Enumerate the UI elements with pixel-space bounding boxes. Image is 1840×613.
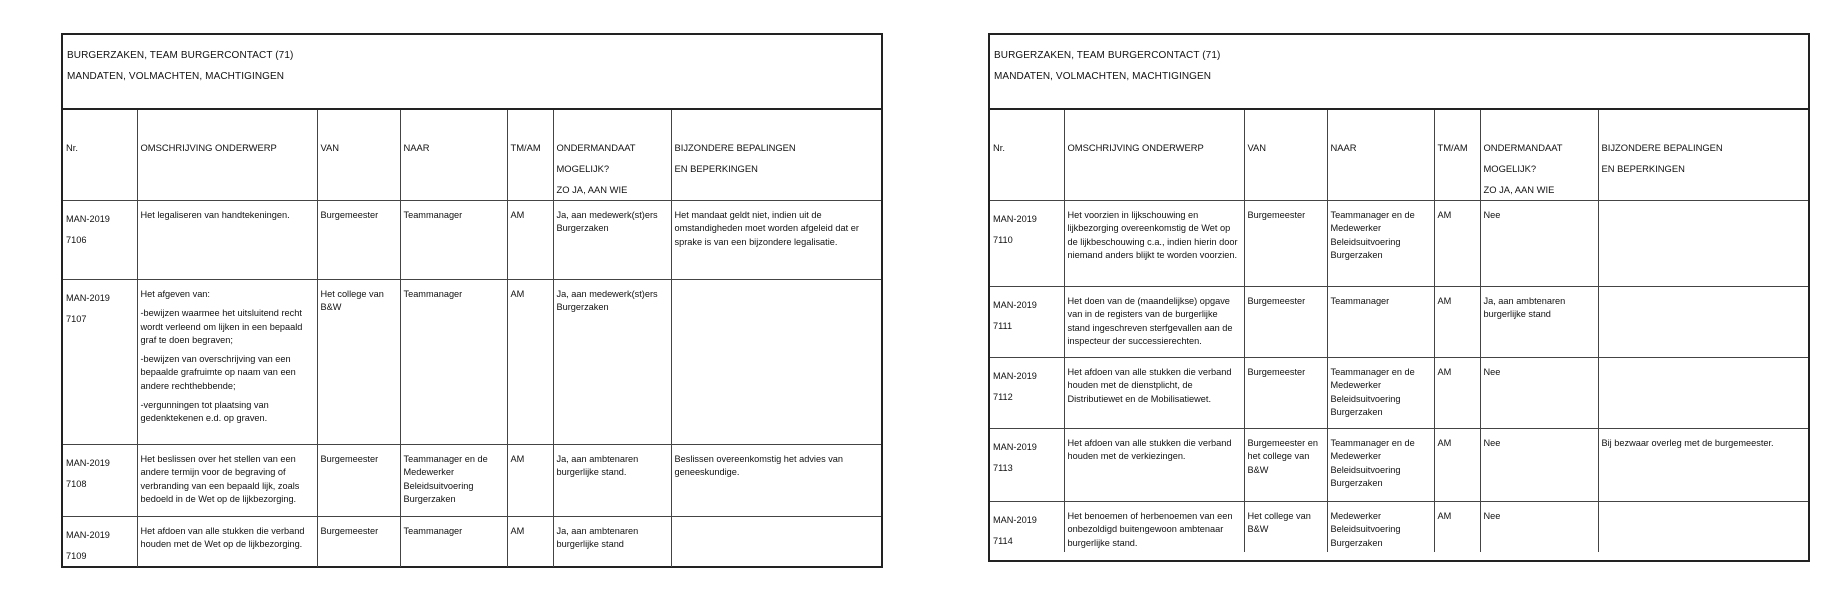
to-cell: Teammanager en de Medewerker Beleidsuitvoering Burgerzaken	[1327, 201, 1434, 287]
table-row	[990, 429, 1808, 502]
table-row	[990, 201, 1808, 287]
from-cell: Het college van B&W	[317, 280, 400, 445]
table-row	[990, 287, 1808, 358]
to-cell: Medewerker Beleidsuitvoering Burgerzaken	[1327, 502, 1434, 553]
from-cell: Burgemeester	[1244, 287, 1327, 358]
mandate-table	[63, 110, 881, 567]
to-cell: Teammanager en de Medewerker Beleidsuitvoering Burgerzaken	[400, 445, 507, 517]
to-cell: Teammanager	[400, 280, 507, 445]
provisions-cell	[671, 517, 881, 568]
column-header-naar: NAAR	[400, 110, 507, 201]
document-page-right	[988, 33, 1810, 562]
mandate-number: MAN-2019 7106	[63, 201, 137, 280]
page-header	[63, 35, 881, 110]
table-row	[990, 502, 1808, 553]
submandate-cell: Nee	[1480, 502, 1598, 553]
submandate-cell: Ja, aan ambtenaren burgerlijke stand	[1480, 287, 1598, 358]
submandate-cell: Nee	[1480, 429, 1598, 502]
mandate-number: MAN-2019 7112	[990, 358, 1064, 429]
tmam-cell: AM	[1434, 502, 1480, 553]
from-cell: Burgemeester en het college van B&W	[1244, 429, 1327, 502]
column-header-ondermandaat: ONDERMANDAAT MOGELIJK? ZO JA, AAN WIE	[553, 110, 671, 201]
provisions-cell: Het mandaat geldt niet, indien uit de omstandigheden moet worden afgeleid dat er sprake is van een bijzondere legalisatie.	[671, 201, 881, 280]
tmam-cell: AM	[507, 445, 553, 517]
subject-cell: Het benoemen of herbenoemen van een onbezoldigd buitengewoon ambtenaar burgerlijke stand.	[1064, 502, 1244, 553]
mandate-number: MAN-2019 7107	[63, 280, 137, 445]
tmam-cell: AM	[1434, 287, 1480, 358]
table-header-row	[63, 110, 881, 201]
to-cell: Teammanager en de Medewerker Beleidsuitvoering Burgerzaken	[1327, 358, 1434, 429]
column-header-nr: Nr.	[990, 110, 1064, 201]
to-cell: Teammanager	[1327, 287, 1434, 358]
subject-cell: Het doen van de (maandelijkse) opgave van in de registers van de burgerlijke stand ingeschreven sterfgevallen aan de inspecteur der successierechten.	[1064, 287, 1244, 358]
department-title: BURGERZAKEN, TEAM BURGERCONTACT (71)	[994, 50, 1221, 61]
to-cell: Teammanager	[400, 517, 507, 568]
provisions-cell	[671, 280, 881, 445]
department-title: BURGERZAKEN, TEAM BURGERCONTACT (71)	[67, 50, 294, 61]
provisions-cell	[1598, 287, 1808, 358]
to-cell: Teammanager	[400, 201, 507, 280]
column-header-bijzondere: BIJZONDERE BEPALINGEN EN BEPERKINGEN	[671, 110, 881, 201]
provisions-cell: Bij bezwaar overleg met de burgemeester.	[1598, 429, 1808, 502]
mandate-number: MAN-2019 7109	[63, 517, 137, 568]
from-cell: Burgemeester	[1244, 358, 1327, 429]
subject-cell: Het voorzien in lijkschouwing en lijkbezorging overeenkomstig de Wet op de lijkbeschouwing c.a., indien hierin door niemand anders blijkt te worden voorzien.	[1064, 201, 1244, 287]
table-row	[63, 517, 881, 568]
tmam-cell: AM	[1434, 201, 1480, 287]
provisions-cell	[1598, 201, 1808, 287]
mandate-number: MAN-2019 7114	[990, 502, 1064, 553]
column-header-tmam: TM/AM	[507, 110, 553, 201]
subject-cell: Het afdoen van alle stukken die verband houden met de dienstplicht, de Distributiewet en de Mobilisatiewet.	[1064, 358, 1244, 429]
submandate-cell: Ja, aan ambtenaren burgerlijke stand.	[553, 445, 671, 517]
tmam-cell: AM	[507, 201, 553, 280]
from-cell: Burgemeester	[317, 201, 400, 280]
subject-cell: Het afdoen van alle stukken die verband houden met de Wet op de lijkbezorging.	[137, 517, 317, 568]
table-row	[63, 445, 881, 517]
from-cell: Het college van B&W	[1244, 502, 1327, 553]
tmam-cell: AM	[1434, 429, 1480, 502]
page-header	[990, 35, 1808, 110]
from-cell: Burgemeester	[317, 445, 400, 517]
table-row	[63, 201, 881, 280]
subject-cell: Het afdoen van alle stukken die verband houden met de verkiezingen.	[1064, 429, 1244, 502]
column-header-ondermandaat: ONDERMANDAAT MOGELIJK? ZO JA, AAN WIE	[1480, 110, 1598, 201]
column-header-van: VAN	[1244, 110, 1327, 201]
column-header-van: VAN	[317, 110, 400, 201]
submandate-cell: Ja, aan medewerk(st)ers Burgerzaken	[553, 280, 671, 445]
tmam-cell: AM	[1434, 358, 1480, 429]
submandate-cell: Ja, aan medewerk(st)ers Burgerzaken	[553, 201, 671, 280]
tmam-cell: AM	[507, 280, 553, 445]
column-header-tmam: TM/AM	[1434, 110, 1480, 201]
from-cell: Burgemeester	[317, 517, 400, 568]
subject-cell: Het afgeven van: -bewijzen waarmee het uitsluitend recht wordt verleend om lijken in een bepaald graf te doen begraven; -bewijzen van overschrijving van een bepaalde grafruimte op naam van een andere rechthebbende; -vergunningen tot plaatsing van gedenktekenen e.d. op graven.	[137, 280, 317, 445]
mandate-number: MAN-2019 7110	[990, 201, 1064, 287]
tmam-cell: AM	[507, 517, 553, 568]
document-page-left	[61, 33, 883, 568]
mandate-number: MAN-2019 7113	[990, 429, 1064, 502]
table-row	[990, 358, 1808, 429]
provisions-cell	[1598, 502, 1808, 553]
column-header-omschrijving: OMSCHRIJVING ONDERWERP	[1064, 110, 1244, 201]
from-cell: Burgemeester	[1244, 201, 1327, 287]
column-header-nr: Nr.	[63, 110, 137, 201]
mandate-number: MAN-2019 7111	[990, 287, 1064, 358]
document-subtitle: MANDATEN, VOLMACHTEN, MACHTIGINGEN	[67, 71, 285, 82]
column-header-omschrijving: OMSCHRIJVING ONDERWERP	[137, 110, 317, 201]
column-header-naar: NAAR	[1327, 110, 1434, 201]
submandate-cell: Nee	[1480, 201, 1598, 287]
table-row	[63, 280, 881, 445]
document-subtitle: MANDATEN, VOLMACHTEN, MACHTIGINGEN	[994, 71, 1212, 82]
subject-cell: Het legaliseren van handtekeningen.	[137, 201, 317, 280]
column-header-bijzondere: BIJZONDERE BEPALINGEN EN BEPERKINGEN	[1598, 110, 1808, 201]
to-cell: Teammanager en de Medewerker Beleidsuitvoering Burgerzaken	[1327, 429, 1434, 502]
mandate-table	[990, 110, 1808, 552]
submandate-cell: Ja, aan ambtenaren burgerlijke stand	[553, 517, 671, 568]
submandate-cell: Nee	[1480, 358, 1598, 429]
provisions-cell	[1598, 358, 1808, 429]
provisions-cell: Beslissen overeenkomstig het advies van geneeskundige.	[671, 445, 881, 517]
subject-cell: Het beslissen over het stellen van een andere termijn voor de begraving of verbranding van een bepaald lijk, zoals bedoeld in de Wet op de lijkbezorging.	[137, 445, 317, 517]
mandate-number: MAN-2019 7108	[63, 445, 137, 517]
table-header-row	[990, 110, 1808, 201]
